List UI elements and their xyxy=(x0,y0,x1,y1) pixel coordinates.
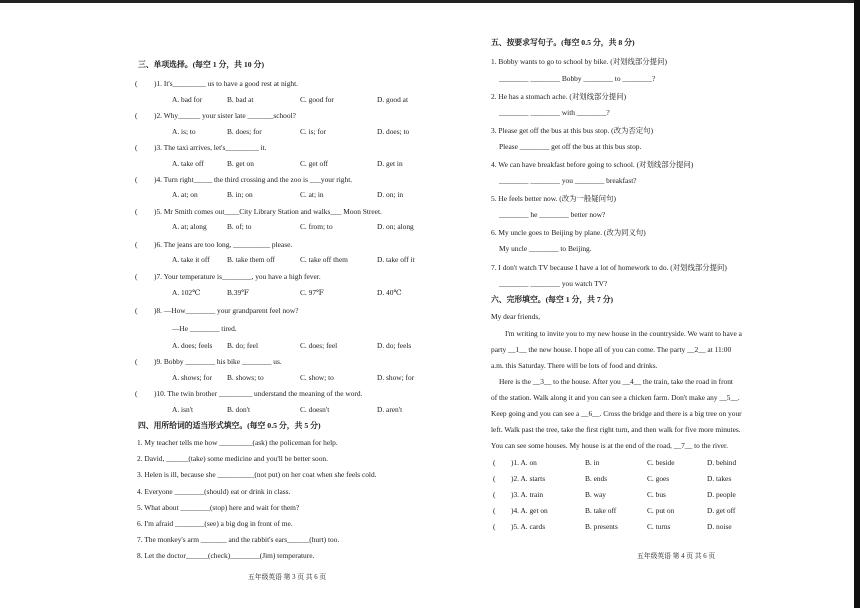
option-c: C. put on xyxy=(647,506,675,515)
cloze-question-3 xyxy=(493,490,793,500)
question-stem: )10. The twin brother _________ understand the meaning of the word. xyxy=(154,389,363,398)
option-c: C. at; in xyxy=(300,190,324,199)
question-stem-line-2: —He ________ tired. xyxy=(172,324,237,333)
answer-bracket[interactable]: ( xyxy=(135,357,138,366)
mc-question-6 xyxy=(120,240,420,270)
option-b: B. way xyxy=(585,490,606,499)
option-d: D. do; feels xyxy=(377,341,412,350)
question-stem: )5. Mr Smith comes out____City Library Station and walks___ Moon Street. xyxy=(154,207,382,216)
option-b: B. don't xyxy=(227,405,251,414)
option-d: D. show; for xyxy=(377,373,415,382)
answer-bracket[interactable]: ( xyxy=(135,207,138,216)
scan-right-edge xyxy=(854,0,860,608)
question-stem: )8. —How________ your grandparent feel now? xyxy=(154,306,299,315)
answer-bracket[interactable]: ( xyxy=(135,306,138,315)
mc-question-9 xyxy=(120,357,420,387)
question-stem: )3. The taxi arrives, let's_________ it. xyxy=(154,143,267,152)
passage-line-8: You can see some houses. My house is at the end of the road, __7__ to the river. xyxy=(491,441,728,450)
option-d: D. does; to xyxy=(377,127,410,136)
passage-line-1: I'm writing to invite you to my new house in the countryside. We want to have a xyxy=(505,329,742,338)
passage-line-2: party __1__ the new house. I hope all of you can come. The party __2__ at 11:00 xyxy=(491,345,732,354)
fill-item-1: 1. My teacher tells me how _________(ask) the policeman for help. xyxy=(137,438,338,447)
answer-bracket[interactable]: ( xyxy=(135,143,138,152)
rewrite-answer-5[interactable]: ________ he ________ better now? xyxy=(499,210,606,219)
fill-item-6: 6. I'm afraid ________(see) a big dog in front of me. xyxy=(137,519,293,528)
rewrite-prompt-6: 6. My uncle goes to Beijing by plane. (改为同义句) xyxy=(491,228,646,237)
option-a: A. does; feels xyxy=(172,341,213,350)
option-a: A. take off xyxy=(172,159,204,168)
option-d: D. noise xyxy=(707,522,732,531)
rewrite-prompt-7: 7. I don't watch TV because I have a lot of homework to do. (对划线部分提问) xyxy=(491,263,727,272)
option-a: A. isn't xyxy=(172,405,194,414)
answer-bracket[interactable]: ( xyxy=(135,272,138,281)
option-d: D. good at xyxy=(377,95,408,104)
mc-question-5 xyxy=(120,207,420,237)
option-a: A. take it off xyxy=(172,255,210,264)
answer-bracket[interactable]: ( xyxy=(493,458,496,467)
option-a: )3. A. train xyxy=(511,490,544,499)
option-a: A. is; to xyxy=(172,127,196,136)
passage-line-5: of the station. Walk along it and you can see a chicken farm. Don't make any __5__. xyxy=(491,393,740,402)
option-c: C. beside xyxy=(647,458,675,467)
section-4-title: 四、用所给词的适当形式填空。(每空 0.5 分，共 5 分) xyxy=(138,421,321,430)
cloze-question-2 xyxy=(493,474,793,484)
answer-bracket[interactable]: ( xyxy=(135,111,138,120)
fill-item-5: 5. What about ________(stop) here and wait for them? xyxy=(137,503,300,512)
fill-item-2: 2. David, ______(take) some medicine and you'll be better soon. xyxy=(137,454,328,463)
question-stem: )2. Why______ your sister late _______school? xyxy=(154,111,296,120)
answer-bracket[interactable]: ( xyxy=(135,389,138,398)
cloze-question-4 xyxy=(493,506,793,516)
rewrite-answer-6[interactable]: My uncle ________ to Beijing. xyxy=(499,244,592,253)
option-b: B. in xyxy=(585,458,600,467)
option-a: A. bad for xyxy=(172,95,203,104)
option-d: D. people xyxy=(707,490,736,499)
passage-line-4: Here is the __3__ to the house. After you __4__ the train, take the road in front xyxy=(499,377,733,386)
option-c: C. doesn't xyxy=(300,405,330,414)
option-c: C. from; to xyxy=(300,222,333,231)
rewrite-prompt-1: 1. Bobby wants to go to school by bike. (对划线部分提问) xyxy=(491,57,667,66)
fill-item-4: 4. Everyone ________(should) eat or drink in class. xyxy=(137,487,291,496)
option-b: B. presents xyxy=(585,522,618,531)
exam-page-4 xyxy=(485,0,795,608)
option-c: C. turns xyxy=(647,522,671,531)
section-6-title: 六、完形填空。(每空 1 分，共 7 分) xyxy=(491,295,614,304)
option-d: D. on; in xyxy=(377,190,404,199)
option-a: )4. A. get on xyxy=(511,506,548,515)
section-3-title: 三、单项选择。(每空 1 分，共 10 分) xyxy=(138,60,265,69)
option-a: A. at; on xyxy=(172,190,198,199)
option-b: B. take them off xyxy=(227,255,275,264)
option-b: B. bad at xyxy=(227,95,254,104)
question-stem: )4. Turn right_____ the third crossing and the zoo is ___your right. xyxy=(154,175,353,184)
option-b: B. in; on xyxy=(227,190,253,199)
mc-question-8 xyxy=(120,306,420,354)
rewrite-answer-7[interactable]: ________ ________ you watch TV? xyxy=(499,279,608,288)
passage-line-6: Keep going and you can see a __6__. Cross the bridge and there is a big tree on your xyxy=(491,409,742,418)
answer-bracket[interactable]: ( xyxy=(493,474,496,483)
option-c: C. good for xyxy=(300,95,334,104)
mc-question-10 xyxy=(120,389,420,419)
fill-item-8: 8. Let the doctor______(check)________(Jim) temperature. xyxy=(137,551,315,560)
option-c: C. show; to xyxy=(300,373,334,382)
option-c: C. get off xyxy=(300,159,328,168)
rewrite-answer-1[interactable]: ________ ________ Bobby ________ to ________? xyxy=(499,74,656,83)
answer-bracket[interactable]: ( xyxy=(493,522,496,531)
question-stem: )9. Bobby ________ his bike ________ us. xyxy=(154,357,282,366)
option-c: C. does; feel xyxy=(300,341,338,350)
mc-question-7 xyxy=(120,272,420,302)
option-b: B.39℉ xyxy=(227,288,249,297)
cloze-question-5 xyxy=(493,522,793,532)
option-d: D. on; along xyxy=(377,222,414,231)
rewrite-prompt-3: 3. Please get off the bus at this bus stop. (改为否定句) xyxy=(491,126,654,135)
option-b: B. ends xyxy=(585,474,608,483)
option-d: D. behind xyxy=(707,458,737,467)
mc-question-4 xyxy=(120,175,420,205)
option-d: D. 40℃ xyxy=(377,288,402,297)
option-b: B. do; feel xyxy=(227,341,258,350)
mc-question-1 xyxy=(120,79,420,109)
question-stem: )1. It's_________ us to have a good rest at night. xyxy=(154,79,298,88)
rewrite-prompt-2: 2. He has a stomach ache. (对划线部分提问) xyxy=(491,92,627,101)
option-d: D. take off it xyxy=(377,255,415,264)
page-footer: 五年级英语 第 4 页 共 6 页 xyxy=(637,553,716,560)
option-c: C. 97℉ xyxy=(300,288,324,297)
option-d: D. takes xyxy=(707,474,732,483)
option-b: B. take off xyxy=(585,506,617,515)
option-a: A. 102℃ xyxy=(172,288,201,297)
option-c: C. is; for xyxy=(300,127,327,136)
cloze-question-1 xyxy=(493,458,793,468)
option-a: A. at; along xyxy=(172,222,207,231)
option-b: B. get on xyxy=(227,159,254,168)
section-5-title: 五、按要求写句子。(每空 0.5 分，共 8 分) xyxy=(491,38,635,47)
question-stem: )7. Your temperature is________, you have a high fever. xyxy=(154,272,321,281)
rewrite-answer-3[interactable]: Please ________ get off the bus at this bus stop. xyxy=(499,142,642,151)
answer-bracket[interactable]: ( xyxy=(493,490,496,499)
answer-bracket[interactable]: ( xyxy=(135,79,138,88)
letter-greeting: My dear friends, xyxy=(491,312,541,321)
option-a: )1. A. on xyxy=(511,458,537,467)
rewrite-prompt-5: 5. He feels better now. (改为一般疑问句) xyxy=(491,194,616,203)
option-d: D. get in xyxy=(377,159,403,168)
answer-bracket[interactable]: ( xyxy=(493,506,496,515)
rewrite-answer-2[interactable]: ________ ________ with ________? xyxy=(499,108,610,117)
option-b: B. shows; to xyxy=(227,373,264,382)
option-c: C. take off them xyxy=(300,255,348,264)
option-d: D. get off xyxy=(707,506,736,515)
mc-question-3 xyxy=(120,143,420,173)
exam-page-3 xyxy=(120,0,420,608)
page-footer: 五年级英语 第 3 页 共 6 页 xyxy=(248,574,327,581)
rewrite-answer-4[interactable]: ________ ________ you ________ breakfast? xyxy=(499,176,637,185)
fill-item-3: 3. Helen is ill, because she __________(not put) on her coat when she feels cold. xyxy=(137,470,377,479)
passage-line-7: left. Walk past the tree, take the first right turn, and then walk for five more minutes. xyxy=(491,425,741,434)
passage-line-3: a.m. this Saturday. There will be lots of food and drinks. xyxy=(491,361,658,370)
answer-bracket[interactable]: ( xyxy=(135,240,138,249)
question-stem: )6. The jeans are too long, __________ please. xyxy=(154,240,293,249)
option-c: C. goes xyxy=(647,474,670,483)
option-b: B. of; to xyxy=(227,222,252,231)
option-a: A. shows; for xyxy=(172,373,213,382)
option-a: )2. A. starts xyxy=(511,474,546,483)
option-d: D. aren't xyxy=(377,405,403,414)
option-c: C. bus xyxy=(647,490,666,499)
option-a: )5. A. cards xyxy=(511,522,546,531)
option-b: B. does; for xyxy=(227,127,262,136)
answer-bracket[interactable]: ( xyxy=(135,175,138,184)
mc-question-2 xyxy=(120,111,420,141)
rewrite-prompt-4: 4. We can have breakfast before going to school. (对划线部分提问) xyxy=(491,160,694,169)
fill-item-7: 7. The monkey's arm _______ and the rabbit's ears______(hurt) too. xyxy=(137,535,340,544)
